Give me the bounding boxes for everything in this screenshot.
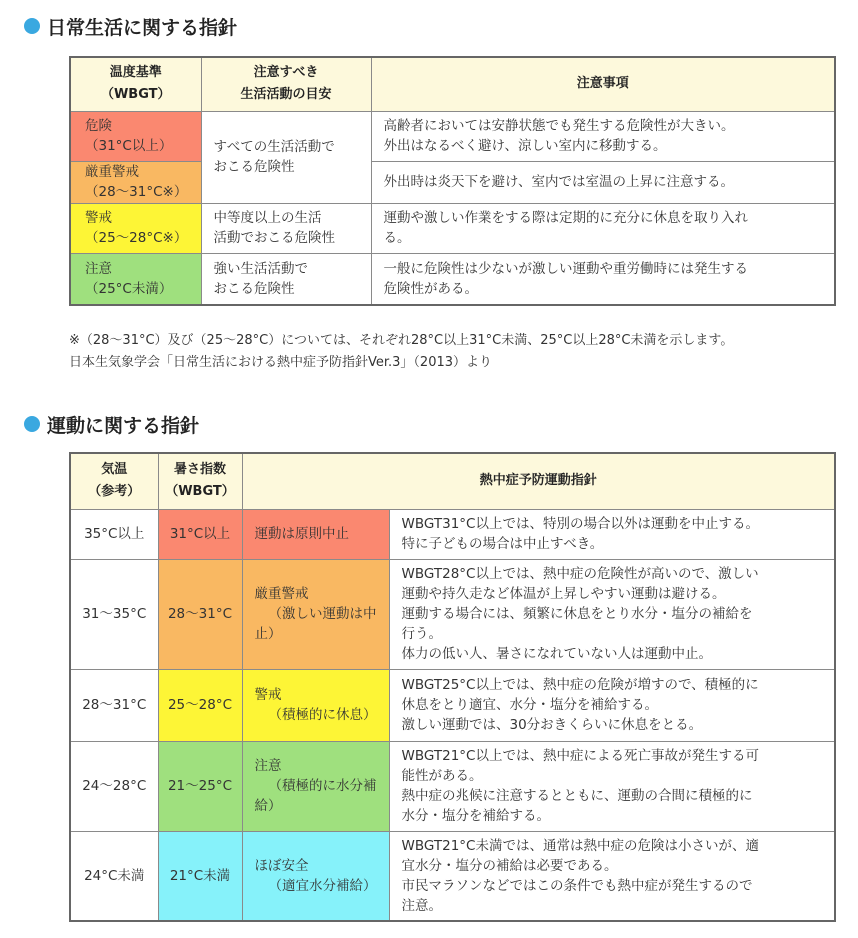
- daily-life-guideline-table: [69, 56, 836, 306]
- wbgt-cell: 21～25°C: [158, 741, 242, 831]
- temp-cell: 24°C未満: [70, 831, 158, 921]
- temp-cell: 24～28°C: [70, 741, 158, 831]
- bullet-icon: [24, 416, 40, 432]
- guide-cell: ほぼ安全 （適宜水分補給）: [242, 831, 389, 921]
- header-heat-index: 暑さ指数 （WBGT）: [158, 453, 242, 509]
- header-activity-guide: 注意すべき 生活活動の目安: [201, 57, 371, 111]
- activity-all: すべての生活活動で おこる危険性: [201, 111, 371, 203]
- table-row: [70, 161, 835, 203]
- temp-cell: 35°C以上: [70, 509, 158, 559]
- header-temperature-standard: 温度基準 （WBGT）: [70, 57, 201, 111]
- table-header-row: [70, 57, 835, 111]
- table-header-row: [70, 453, 835, 509]
- guide-cell: 運動は原則中止: [242, 509, 389, 559]
- bullet-icon: [24, 18, 40, 34]
- temp-cell: 28～31°C: [70, 669, 158, 741]
- level-severe: 厳重警戒 （28～31°C※）: [70, 161, 201, 203]
- precaution-severe: 外出時は炎天下を避け、室内では室温の上昇に注意する。: [371, 161, 835, 203]
- wbgt-cell: 21°C未満: [158, 831, 242, 921]
- section-title-exercise: 運動に関する指針: [24, 410, 199, 438]
- level-warning: 警戒 （25～28°C※）: [70, 203, 201, 253]
- detail-cell: WBGT28°C以上では、熱中症の危険性が高いので、激しい 運動や持久走など体温が上昇しやすい運動は避ける。 運動する場合には、頻繁に休息をとり水分・塩分の補給を 行う。 体力の低い人、暑さになれていない人は運動中止。: [389, 559, 835, 669]
- wbgt-cell: 31°C以上: [158, 509, 242, 559]
- table-row: [70, 831, 835, 921]
- wbgt-cell: 28～31°C: [158, 559, 242, 669]
- table-row: [70, 559, 835, 669]
- detail-cell: WBGT21°C以上では、熱中症による死亡事故が発生する可 能性がある。 熱中症の兆候に注意するとともに、運動の合間に積極的に 水分・塩分を補給する。: [389, 741, 835, 831]
- table-row: [70, 741, 835, 831]
- guide-cell: 警戒 （積極的に休息）: [242, 669, 389, 741]
- activity-moderate: 中等度以上の生活 活動でおこる危険性: [201, 203, 371, 253]
- table-row: [70, 669, 835, 741]
- wbgt-cell: 25～28°C: [158, 669, 242, 741]
- header-air-temperature: 気温 （参考）: [70, 453, 158, 509]
- precaution-danger: 高齢者においては安静状態でも発生する危険性が大きい。 外出はなるべく避け、涼しい室内に移動する。: [371, 111, 835, 161]
- level-caution: 注意 （25°C未満）: [70, 253, 201, 305]
- detail-cell: WBGT25°C以上では、熱中症の危険が増すので、積極的に 休息をとり適宜、水分・塩分を補給する。 激しい運動では、30分おきくらいに休息をとる。: [389, 669, 835, 741]
- guide-cell: 厳重警戒 （激しい運動は中 止）: [242, 559, 389, 669]
- exercise-guideline-table: [69, 452, 836, 922]
- temp-cell: 31～35°C: [70, 559, 158, 669]
- precaution-caution: 一般に危険性は少ないが激しい運動や重労働時には発生する 危険性がある。: [371, 253, 835, 305]
- section-title-daily-life: 日常生活に関する指針: [24, 12, 237, 40]
- table-row: [70, 111, 835, 161]
- precaution-warning: 運動や激しい作業をする際は定期的に充分に休息を取り入れ る。: [371, 203, 835, 253]
- activity-strong: 強い生活活動で おこる危険性: [201, 253, 371, 305]
- guide-cell: 注意 （積極的に水分補 給）: [242, 741, 389, 831]
- level-danger: 危険 （31°C以上）: [70, 111, 201, 161]
- table-row: [70, 509, 835, 559]
- table-row: [70, 253, 835, 305]
- footnote: ※（28～31°C）及び（25～28°C）については、それぞれ28°C以上31°C未満、25°C以上28°C未満を示します。 日本生気象学会「日常生活における熱中症予防指針Ver.3」（2013）より: [69, 333, 734, 370]
- header-exercise-guideline: 熱中症予防運動指針: [242, 453, 835, 509]
- detail-cell: WBGT31°C以上では、特別の場合以外は運動を中止する。 特に子どもの場合は中止すべき。: [389, 509, 835, 559]
- header-precautions: 注意事項: [371, 57, 835, 111]
- table-row: [70, 203, 835, 253]
- detail-cell: WBGT21°C未満では、通常は熱中症の危険は小さいが、適 宜水分・塩分の補給は必要である。 市民マラソンなどではこの条件でも熱中症が発生するので 注意。: [389, 831, 835, 921]
